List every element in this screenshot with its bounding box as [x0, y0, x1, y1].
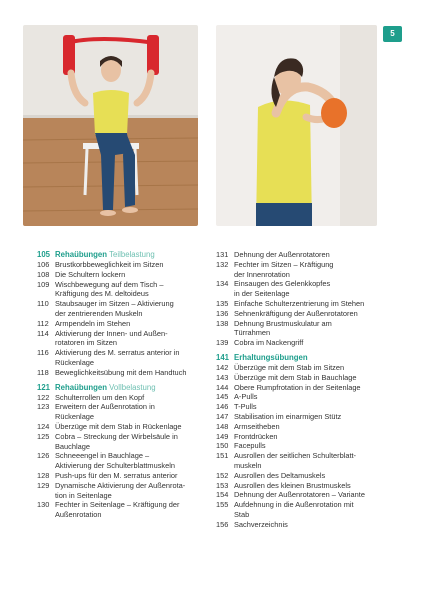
toc-page-number: 110 [37, 299, 49, 309]
toc-entry[interactable] [37, 471, 201, 481]
toc-page-number: 142 [216, 362, 229, 372]
toc-page-number: 130 [37, 500, 50, 510]
toc-page-number: 143 [216, 372, 229, 382]
toc-page-number: 152 [216, 470, 229, 480]
toc-page-number: 114 [37, 328, 49, 338]
toc-entry-title: Einsaugen des Gelenkkopfes in der Seitenlage [234, 279, 331, 299]
toc-entry[interactable] [216, 441, 394, 451]
toc-entry-title: Wischbewegung auf dem Tisch – Kräftigung des M. deltoideus [55, 279, 164, 299]
toc-page-number: 147 [216, 411, 229, 421]
toc-section-subtitle: Teilbelastung [109, 250, 155, 259]
toc-entry[interactable] [37, 280, 201, 300]
toc-page-number: 154 [216, 490, 229, 500]
toc-section-heading[interactable] [37, 250, 201, 260]
toc-section-subtitle: Vollbelastung [109, 382, 156, 392]
toc-entry[interactable] [216, 412, 394, 422]
toc-entry[interactable] [37, 260, 201, 270]
toc-entry[interactable] [37, 299, 201, 319]
toc-entry[interactable] [216, 471, 394, 481]
toc-page-number: 149 [216, 431, 229, 441]
toc-entry[interactable] [216, 319, 394, 339]
toc-page-number: 156 [216, 519, 229, 529]
toc-section-heading[interactable] [216, 353, 394, 363]
toc-entry-title: Ausrollen des Deltamuskels [234, 470, 326, 480]
toc-entry[interactable] [37, 451, 201, 471]
toc-entry-title: Ausrollen des kleinen Brustmuskels [234, 480, 351, 490]
toc-entry[interactable] [37, 270, 201, 280]
toc-left-column [37, 250, 201, 520]
photo-woman-seated-band-overhead [23, 25, 198, 226]
toc-entry[interactable] [216, 260, 394, 280]
toc-page-number: 109 [37, 279, 50, 289]
toc-entry[interactable] [216, 250, 394, 260]
toc-entry-title: Dynamische Aktivierung der Außenrota- tion in Seitenlage [55, 480, 186, 500]
toc-page-number: 132 [216, 259, 229, 269]
toc-entry[interactable] [216, 373, 394, 383]
toc-entry[interactable] [216, 299, 394, 309]
toc-entry-title: Ausrollen der seitlichen Schulterblatt- muskeln [234, 451, 357, 470]
toc-entry[interactable] [216, 490, 394, 500]
toc-entry[interactable] [216, 422, 394, 432]
toc-entry[interactable] [37, 368, 201, 378]
toc-entry[interactable] [216, 500, 394, 520]
toc-entry-title: Sehnenkräftigung der Außenrotatoren [234, 308, 358, 318]
toc-page-number: 112 [37, 318, 49, 328]
toc-entry-title: Überzüge mit dem Stab im Sitzen [234, 362, 345, 372]
toc-page-number: 108 [37, 269, 50, 279]
toc-section-title: Rehaübungen [55, 250, 107, 259]
toc-page-number: 144 [216, 382, 229, 392]
toc-entry-title: Armseitheben [234, 421, 280, 431]
toc-entry[interactable] [216, 309, 394, 319]
toc-entry-title: Staubsauger im Sitzen – Aktivierung der zentrierenden Muskeln [55, 299, 174, 318]
toc-entry-title: Cobra im Nackengriff [234, 338, 304, 348]
toc-entry[interactable] [37, 481, 201, 501]
toc-entry-title: Dehnung Brustmuskulatur am Türrahmen [234, 318, 332, 338]
toc-entry-title: Schneeengel in Bauchlage – Aktivierung der Schulterblattmuskeln [55, 451, 175, 471]
toc-page-number: 105 [37, 250, 51, 259]
toc-entry-title: Stabilisation im einarmigen Stütz [234, 411, 342, 421]
toc-entry-title: Erweitern der Außenrotation in Rückenlage [55, 402, 155, 422]
toc-page-number: 141 [216, 352, 230, 362]
toc-page-number: 150 [216, 441, 229, 451]
toc-right-column [216, 250, 394, 530]
toc-page-number: 151 [216, 451, 229, 461]
toc-page-number: 123 [37, 402, 50, 412]
toc-entry[interactable] [216, 338, 394, 348]
toc-entry[interactable] [37, 393, 201, 403]
toc-entry[interactable] [37, 319, 201, 329]
toc-entry-title: Dehnung der Außenrotatoren [234, 250, 330, 259]
toc-entry[interactable] [216, 432, 394, 442]
toc-entry-title: Schulterrollen um den Kopf [55, 392, 145, 402]
toc-entry-title: Die Schultern lockern [55, 269, 126, 279]
toc-page-number: 128 [37, 470, 50, 480]
toc-page-number: 126 [37, 451, 50, 461]
toc-entry-title: Armpendeln im Stehen [55, 318, 131, 328]
toc-entry-title: T-Pulls [234, 402, 257, 412]
toc-entry[interactable] [37, 348, 201, 368]
page-number-badge: 5 [383, 26, 402, 42]
toc-entry[interactable] [37, 422, 201, 432]
toc-entry-title: Obere Rumpfrotation in der Seitenlage [234, 382, 361, 392]
toc-entry-title: Beweglichkeitsübung mit dem Handtuch [55, 367, 187, 377]
toc-page-number: 153 [216, 480, 229, 490]
toc-entry-title: Aktivierung des M. serratus anterior in Rückenlage [55, 348, 180, 367]
toc-page-number: 138 [216, 318, 229, 328]
toc-entry-title: Aufdehnung in die Außenrotation mit Stab [234, 500, 354, 519]
toc-entry-title: Frontdrücken [234, 431, 278, 441]
toc-entry-title: A-Pulls [234, 392, 258, 402]
toc-section-heading[interactable] [37, 383, 201, 393]
toc-page-number: 122 [37, 392, 50, 402]
toc-entry[interactable] [37, 432, 201, 452]
toc-entry[interactable] [37, 402, 201, 422]
toc-entry-title: Aktivierung der Innen- und Außen- rotatoren im Sitzen [55, 328, 168, 348]
toc-entry-title: Cobra – Streckung der Wirbelsäule in Bauchlage [55, 431, 178, 451]
toc-section-title: Erhaltungsübungen [234, 352, 308, 362]
toc-entry[interactable] [216, 481, 394, 491]
toc-entry[interactable] [216, 383, 394, 393]
toc-entry[interactable] [216, 392, 394, 402]
toc-entry-title: Überzüge mit dem Stab in Rückenlage [55, 421, 182, 431]
toc-page-number: 125 [37, 431, 50, 441]
toc-page-number: 129 [37, 480, 50, 490]
toc-entry-title: Push-ups für den M. serratus anterior [55, 470, 178, 480]
toc-entry-title: Brustkorbbeweglichkeit im Sitzen [55, 260, 164, 269]
toc-page-number: 155 [216, 500, 229, 510]
toc-entry[interactable] [37, 329, 201, 349]
toc-entry-title: Sachverzeichnis [234, 519, 288, 529]
toc-entry-title: Fechter in Seitenlage – Kräftigung der Außenrotation [55, 500, 180, 520]
toc-page-number: 134 [216, 279, 229, 289]
toc-page-number: 139 [216, 338, 229, 348]
toc-entry[interactable] [216, 402, 394, 412]
toc-page-number: 131 [216, 250, 229, 259]
toc-entry-title: Fechter im Sitzen – Kräftigung der Innenrotation [234, 259, 334, 279]
toc-entry-title: Überzüge mit dem Stab in Bauchlage [234, 372, 357, 382]
toc-entry[interactable] [216, 451, 394, 471]
toc-entry-title: Dehnung der Außenrotatoren – Variante [234, 490, 365, 500]
toc-entry[interactable] [37, 500, 201, 520]
toc-section-title: Rehaübungen [55, 382, 107, 392]
toc-page-number: 145 [216, 392, 229, 402]
toc-entry[interactable] [216, 520, 394, 530]
toc-entry[interactable] [216, 279, 394, 299]
toc-page-number: 146 [216, 402, 229, 412]
toc-entry-title: Facepulls [234, 441, 266, 451]
toc-page-number: 124 [37, 421, 50, 431]
toc-entry-title: Einfache Schulterzentrierung im Stehen [234, 298, 365, 308]
toc-page-number: 116 [37, 348, 49, 358]
toc-page-number: 118 [37, 367, 49, 377]
toc-page-number: 148 [216, 421, 229, 431]
toc-page-number: 135 [216, 298, 229, 308]
photo-woman-wall-ball-rotation [216, 25, 377, 226]
toc-entry[interactable] [216, 363, 394, 373]
toc-page-number: 136 [216, 308, 229, 318]
toc-page-number: 121 [37, 382, 51, 392]
toc-page-number: 106 [37, 260, 50, 269]
